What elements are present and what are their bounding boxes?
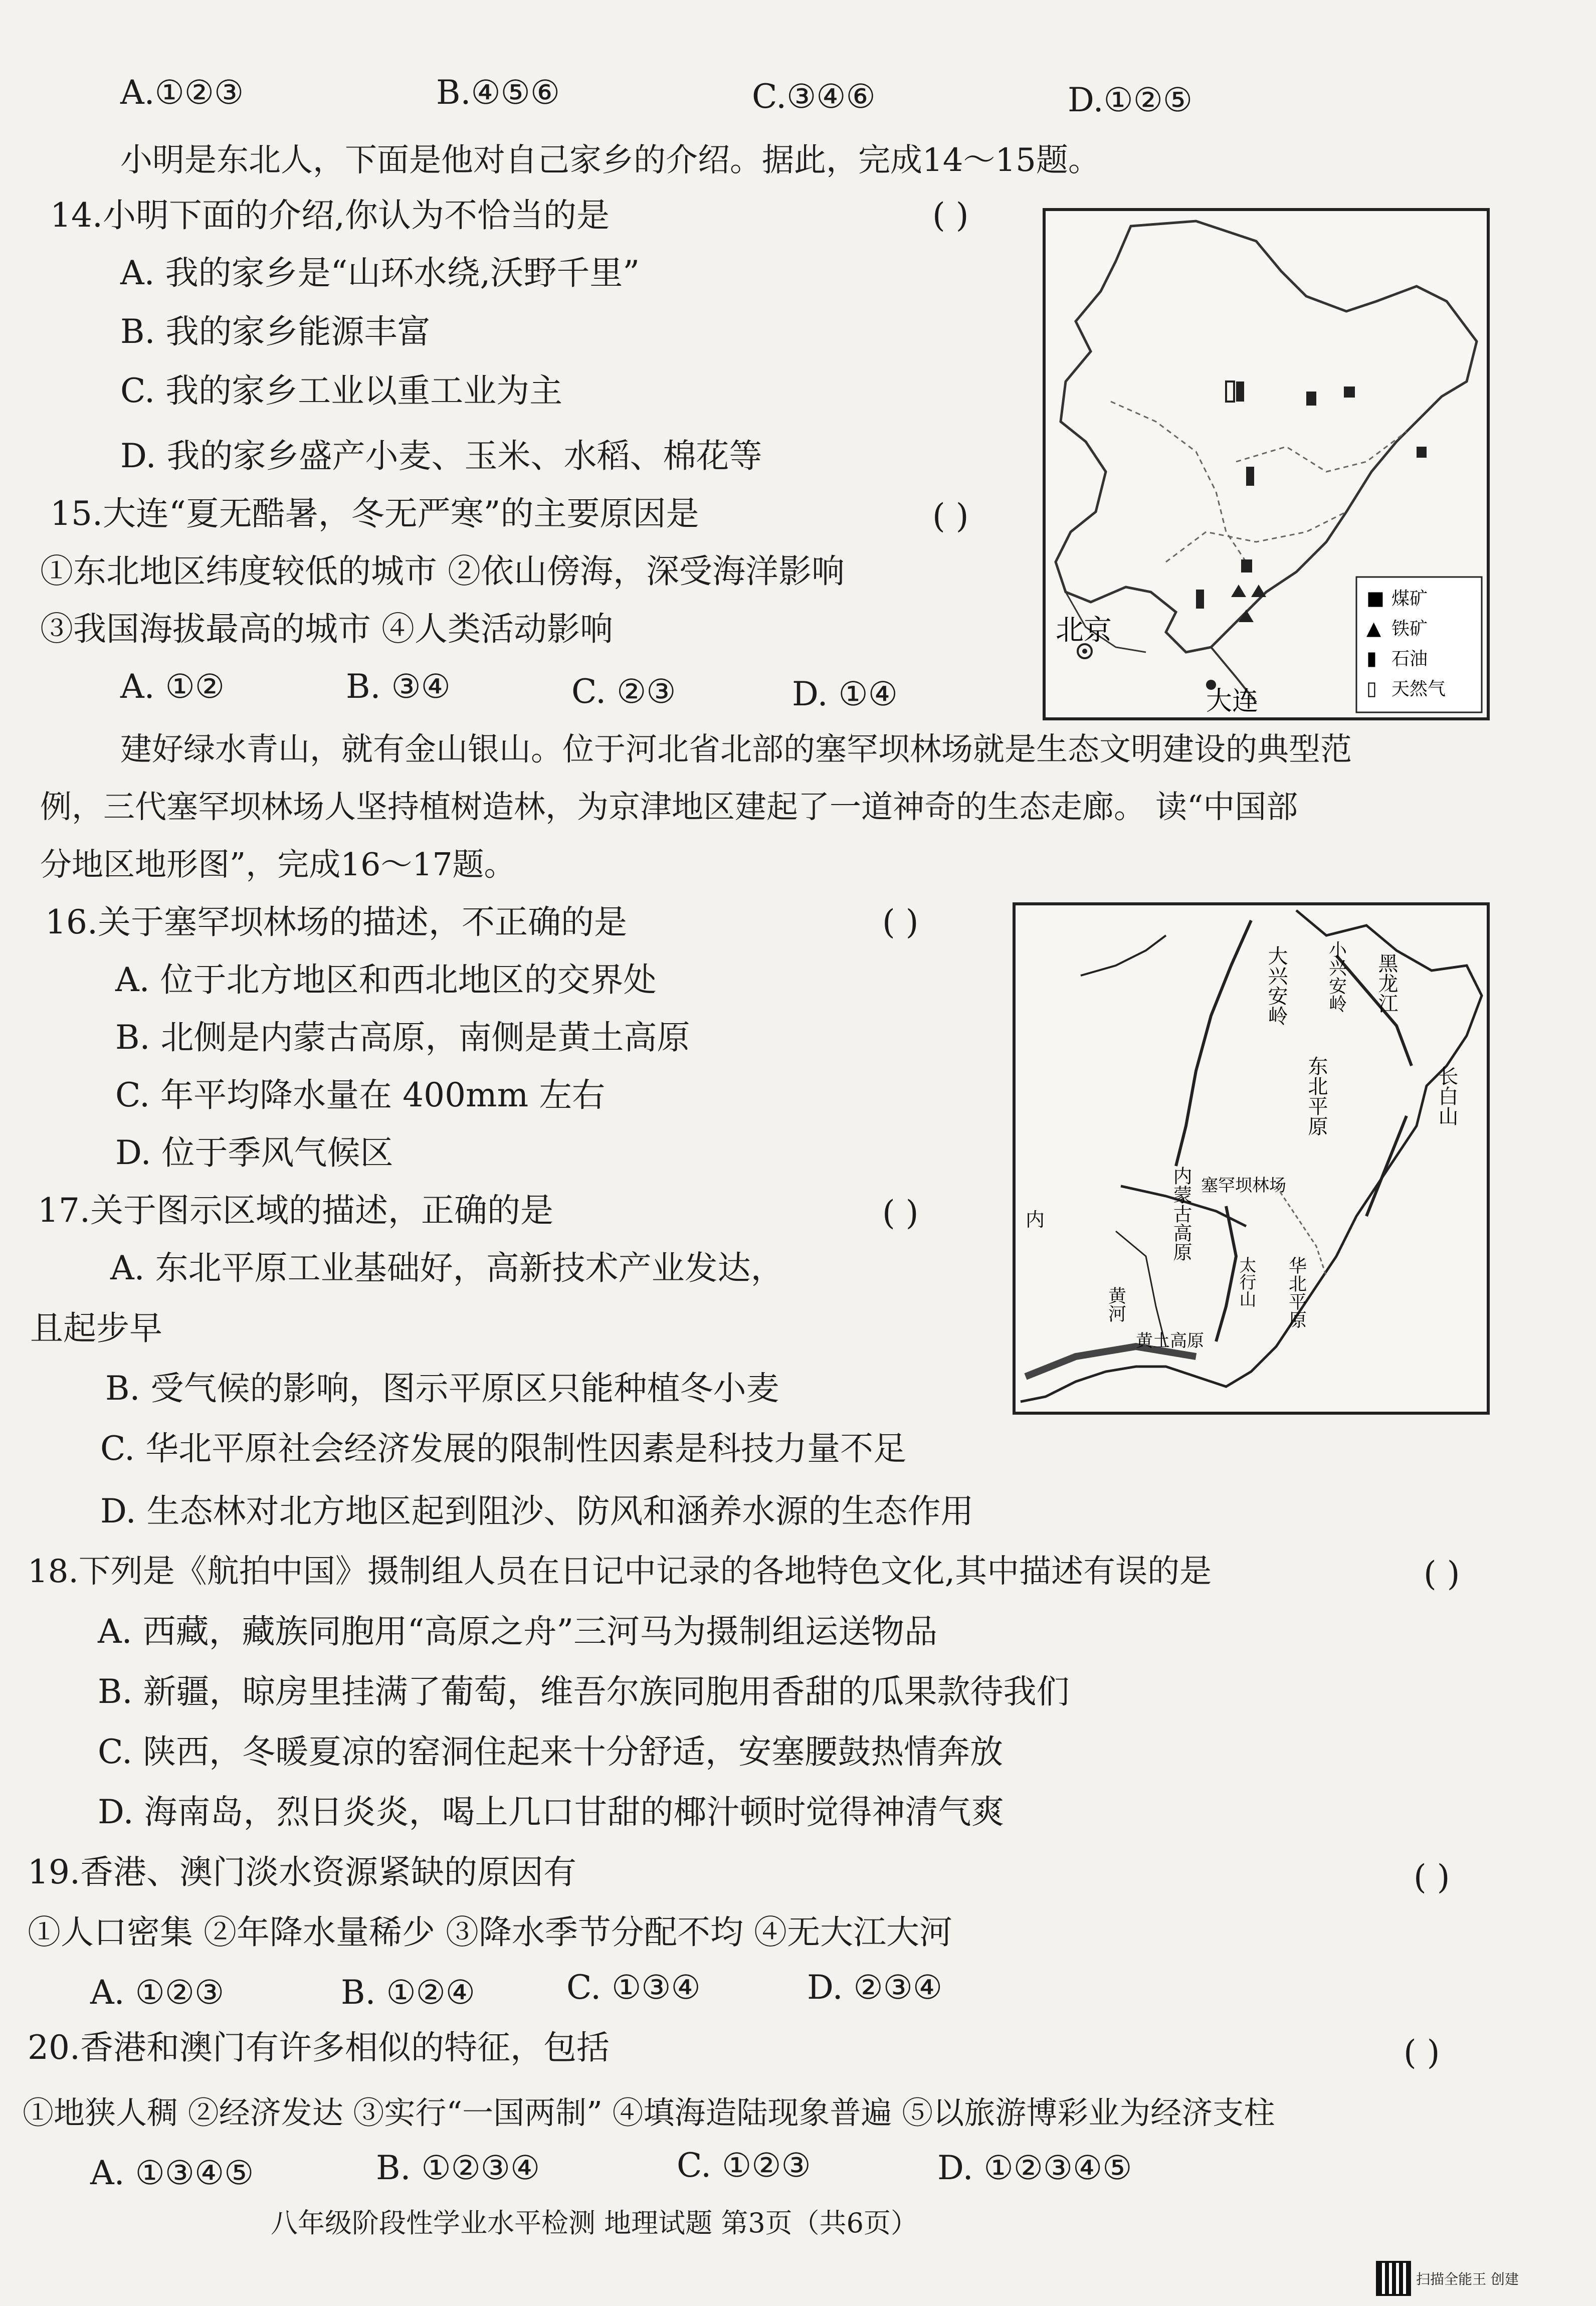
china-terrain-map [1013,902,1490,1415]
legend-gas-icon: ▯ [1366,677,1377,699]
mountain-ridge [1176,920,1251,1166]
q19-option-d: D. ②③④ [807,1968,943,2007]
coal-mine-icon [1417,447,1427,458]
q15-option-d: D. ①④ [792,675,898,713]
q14-answer-paren: ( ) [932,196,969,235]
q14-option-d: D. 我的家乡盛产小麦、玉米、水稻、棉花等 [120,437,762,475]
intro-16-17-line1: 建好绿水青山，就有金山银山。位于河北省北部的塞罕坝林场就是生态文明建设的典型范 [120,731,1352,767]
scanner-watermark-text: 扫描全能王 创建 [1416,2271,1519,2287]
mountain-ridge [1216,1206,1236,1341]
inner-mongolia-plateau-label: 内蒙古高原 [1170,1166,1192,1261]
q18-option-a: A. 西藏，藏族同胞用“高原之舟”三河马为摄制组运送物品 [98,1612,938,1651]
q19-option-a: A. ①②③ [90,1973,225,2012]
q14-option-a: A. 我的家乡是“山环水绕,沃野千里” [120,254,640,292]
q19-answer-paren: ( ) [1414,1858,1450,1896]
iron-mine-icon [1251,585,1266,597]
q17-option-c: C. 华北平原社会经济发展的限制性因素是科技力量不足 [100,1429,907,1468]
province-border [1166,512,1346,562]
q17-option-a-line1: A. 东北平原工业基础好，高新技术产业发达， [110,1249,784,1287]
qr-code-icon [1376,2261,1411,2296]
q15-statements-1: ①东北地区纬度较低的城市 ②依山傍海，深受海洋影响 [40,552,845,591]
q19-option-b: B. ①②④ [341,1973,475,2012]
q19-statements: ①人口密集 ②年降水量稀少 ③降水季节分配不均 ④无大江大河 [28,1913,952,1952]
q20-option-b: B. ①②③④ [376,2149,540,2187]
map-outline [1021,910,1482,1402]
q14-option-b: B. 我的家乡能源丰富 [120,312,431,351]
oil-field-icon [1196,590,1204,609]
q20-stem: 20.香港和澳门有许多相似的特征，包括 [28,2028,610,2067]
iron-mine-icon [1231,585,1246,597]
intro-14-15: 小明是东北人，下面是他对自己家乡的介绍。据此，完成14～15题。 [120,142,1100,179]
legend-gas-label: 天然气 [1391,679,1446,699]
beijing-marker-dot [1082,649,1087,654]
oil-field-icon [1246,467,1254,486]
q15-stem: 15.大连“夏无酷暑，冬无严寒”的主要原因是 [50,494,699,533]
q15-option-c: C. ②③ [571,672,676,711]
q16-option-b: B. 北侧是内蒙古高原，南侧是黄土高原 [115,1018,690,1057]
q15-answer-paren: ( ) [932,497,969,535]
huabei-plain-label: 华北平原 [1286,1256,1307,1328]
q16-option-d: D. 位于季风气候区 [115,1133,393,1172]
legend-oil-icon: ▮ [1366,647,1377,669]
q14-option-c: C. 我的家乡工业以重工业为主 [120,371,563,410]
q17-option-b: B. 受气候的影响，图示平原区只能种植冬小麦 [105,1369,779,1408]
q20-option-c: C. ①②③ [677,2146,811,2185]
q15-statements-2: ③我国海拔最高的城市 ④人类活动影响 [40,610,613,648]
coal-mine-icon [1306,392,1316,406]
mountain-ridge [1366,1116,1407,1216]
q17-answer-paren: ( ) [882,1194,919,1232]
q18-option-d: D. 海南岛，烈日炎炎，喝上几口甘甜的椰汁顿时觉得神清气爽 [98,1793,1005,1831]
page-footer: 八年级阶段性学业水平检测 地理试题 第3页（共6页） [271,2207,918,2239]
legend-coal-icon: ■ [1366,587,1384,609]
oil-field-icon [1236,381,1244,402]
northeast-map-drawing [1046,211,1487,717]
natural-gas-icon [1226,381,1234,402]
dongbei-plain-label: 东北平原 [1305,1056,1328,1136]
q13-option-a: A.①②③ [120,73,244,112]
daxinganling-label: 大兴安岭 [1265,945,1288,1026]
nei-label: 内 [1026,1209,1045,1231]
legend-oil-label: 石油 [1391,649,1428,669]
northeast-resource-map [1043,208,1490,720]
q17-option-a-line2: 且起步早 [30,1309,162,1348]
q13-option-d: D.①②⑤ [1068,81,1193,119]
q20-option-d: D. ①②③④⑤ [937,2149,1132,2187]
huanghe-label: 黄河 [1105,1286,1126,1322]
q13-option-c: C.③④⑥ [752,77,876,116]
q18-option-c: C. 陕西，冬暖夏凉的窑洞住起来十分舒适，安塞腰鼓热情奔放 [98,1733,1004,1771]
q15-option-b: B. ③④ [346,667,451,706]
legend-iron-label: 铁矿 [1391,619,1428,639]
beijing-label: 北京 [1056,614,1112,647]
province-border [1111,402,1246,562]
q14-stem: 14.小明下面的介绍,你认为不恰当的是 [50,196,610,235]
mountain-ridge [1336,955,1412,1066]
legend-coal-label: 煤矿 [1391,589,1428,609]
q16-option-a: A. 位于北方地区和西北地区的交界处 [115,960,657,999]
q17-option-d: D. 生态林对北方地区起到阻沙、防风和涵养水源的生态作用 [100,1492,974,1530]
terrain-map-drawing [1016,905,1487,1412]
intro-16-17-line2: 例，三代塞罕坝林场人坚持植树造林，为京津地区建起了一道神奇的生态走廊。 读“中国部 [40,789,1298,825]
scanner-watermark [1376,2261,1519,2296]
q16-answer-paren: ( ) [882,903,919,941]
q17-stem: 17.关于图示区域的描述，正确的是 [38,1191,553,1230]
coal-mine-icon [1344,387,1355,398]
taihang-label: 太行山 [1236,1256,1256,1307]
q20-statements: ①地狭人稠 ②经济发达 ③实行“一国两制” ④填海造陆现象普遍 ⑤以旅游博彩业为经济支柱 [23,2094,1275,2131]
q16-stem: 16.关于塞罕坝林场的描述，不正确的是 [45,903,627,941]
xiaoxinganling-label: 小兴安岭 [1326,940,1347,1013]
q20-option-a: A. ①③④⑤ [90,2154,254,2192]
q18-option-b: B. 新疆，晾房里挂满了葡萄，维吾尔族同胞用香甜的瓜果款待我们 [98,1672,1070,1711]
q15-option-a: A. ①② [120,667,225,706]
dalian-label: 大连 [1206,686,1259,716]
q18-answer-paren: ( ) [1424,1555,1460,1593]
intro-16-17-line3: 分地区地形图”，完成16～17题。 [40,846,516,883]
changbai-mountain-label: 长白山 [1435,1066,1458,1126]
heilongjiang-label: 黑龙江 [1375,953,1398,1013]
huangtu-plateau-label: 黄土高原 [1136,1331,1204,1351]
q16-option-c: C. 年平均降水量在 400mm 左右 [115,1076,606,1114]
legend-iron-icon: ▲ [1366,617,1381,639]
q20-answer-paren: ( ) [1404,2033,1440,2072]
q19-stem: 19.香港、澳门淡水资源紧缺的原因有 [28,1853,576,1891]
saihanba-label: 塞罕坝林场 [1201,1176,1286,1196]
river-band [1026,1347,1196,1377]
coal-mine-icon [1241,559,1252,572]
province-border [1236,432,1407,472]
q13-option-b: B.④⑤⑥ [436,73,560,112]
q18-stem: 18.下列是《航拍中国》摄制组人员在日记中记录的各地特色文化,其中描述有误的是 [28,1553,1212,1590]
q19-option-c: C. ①③④ [566,1968,701,2007]
river-line [1081,935,1166,976]
